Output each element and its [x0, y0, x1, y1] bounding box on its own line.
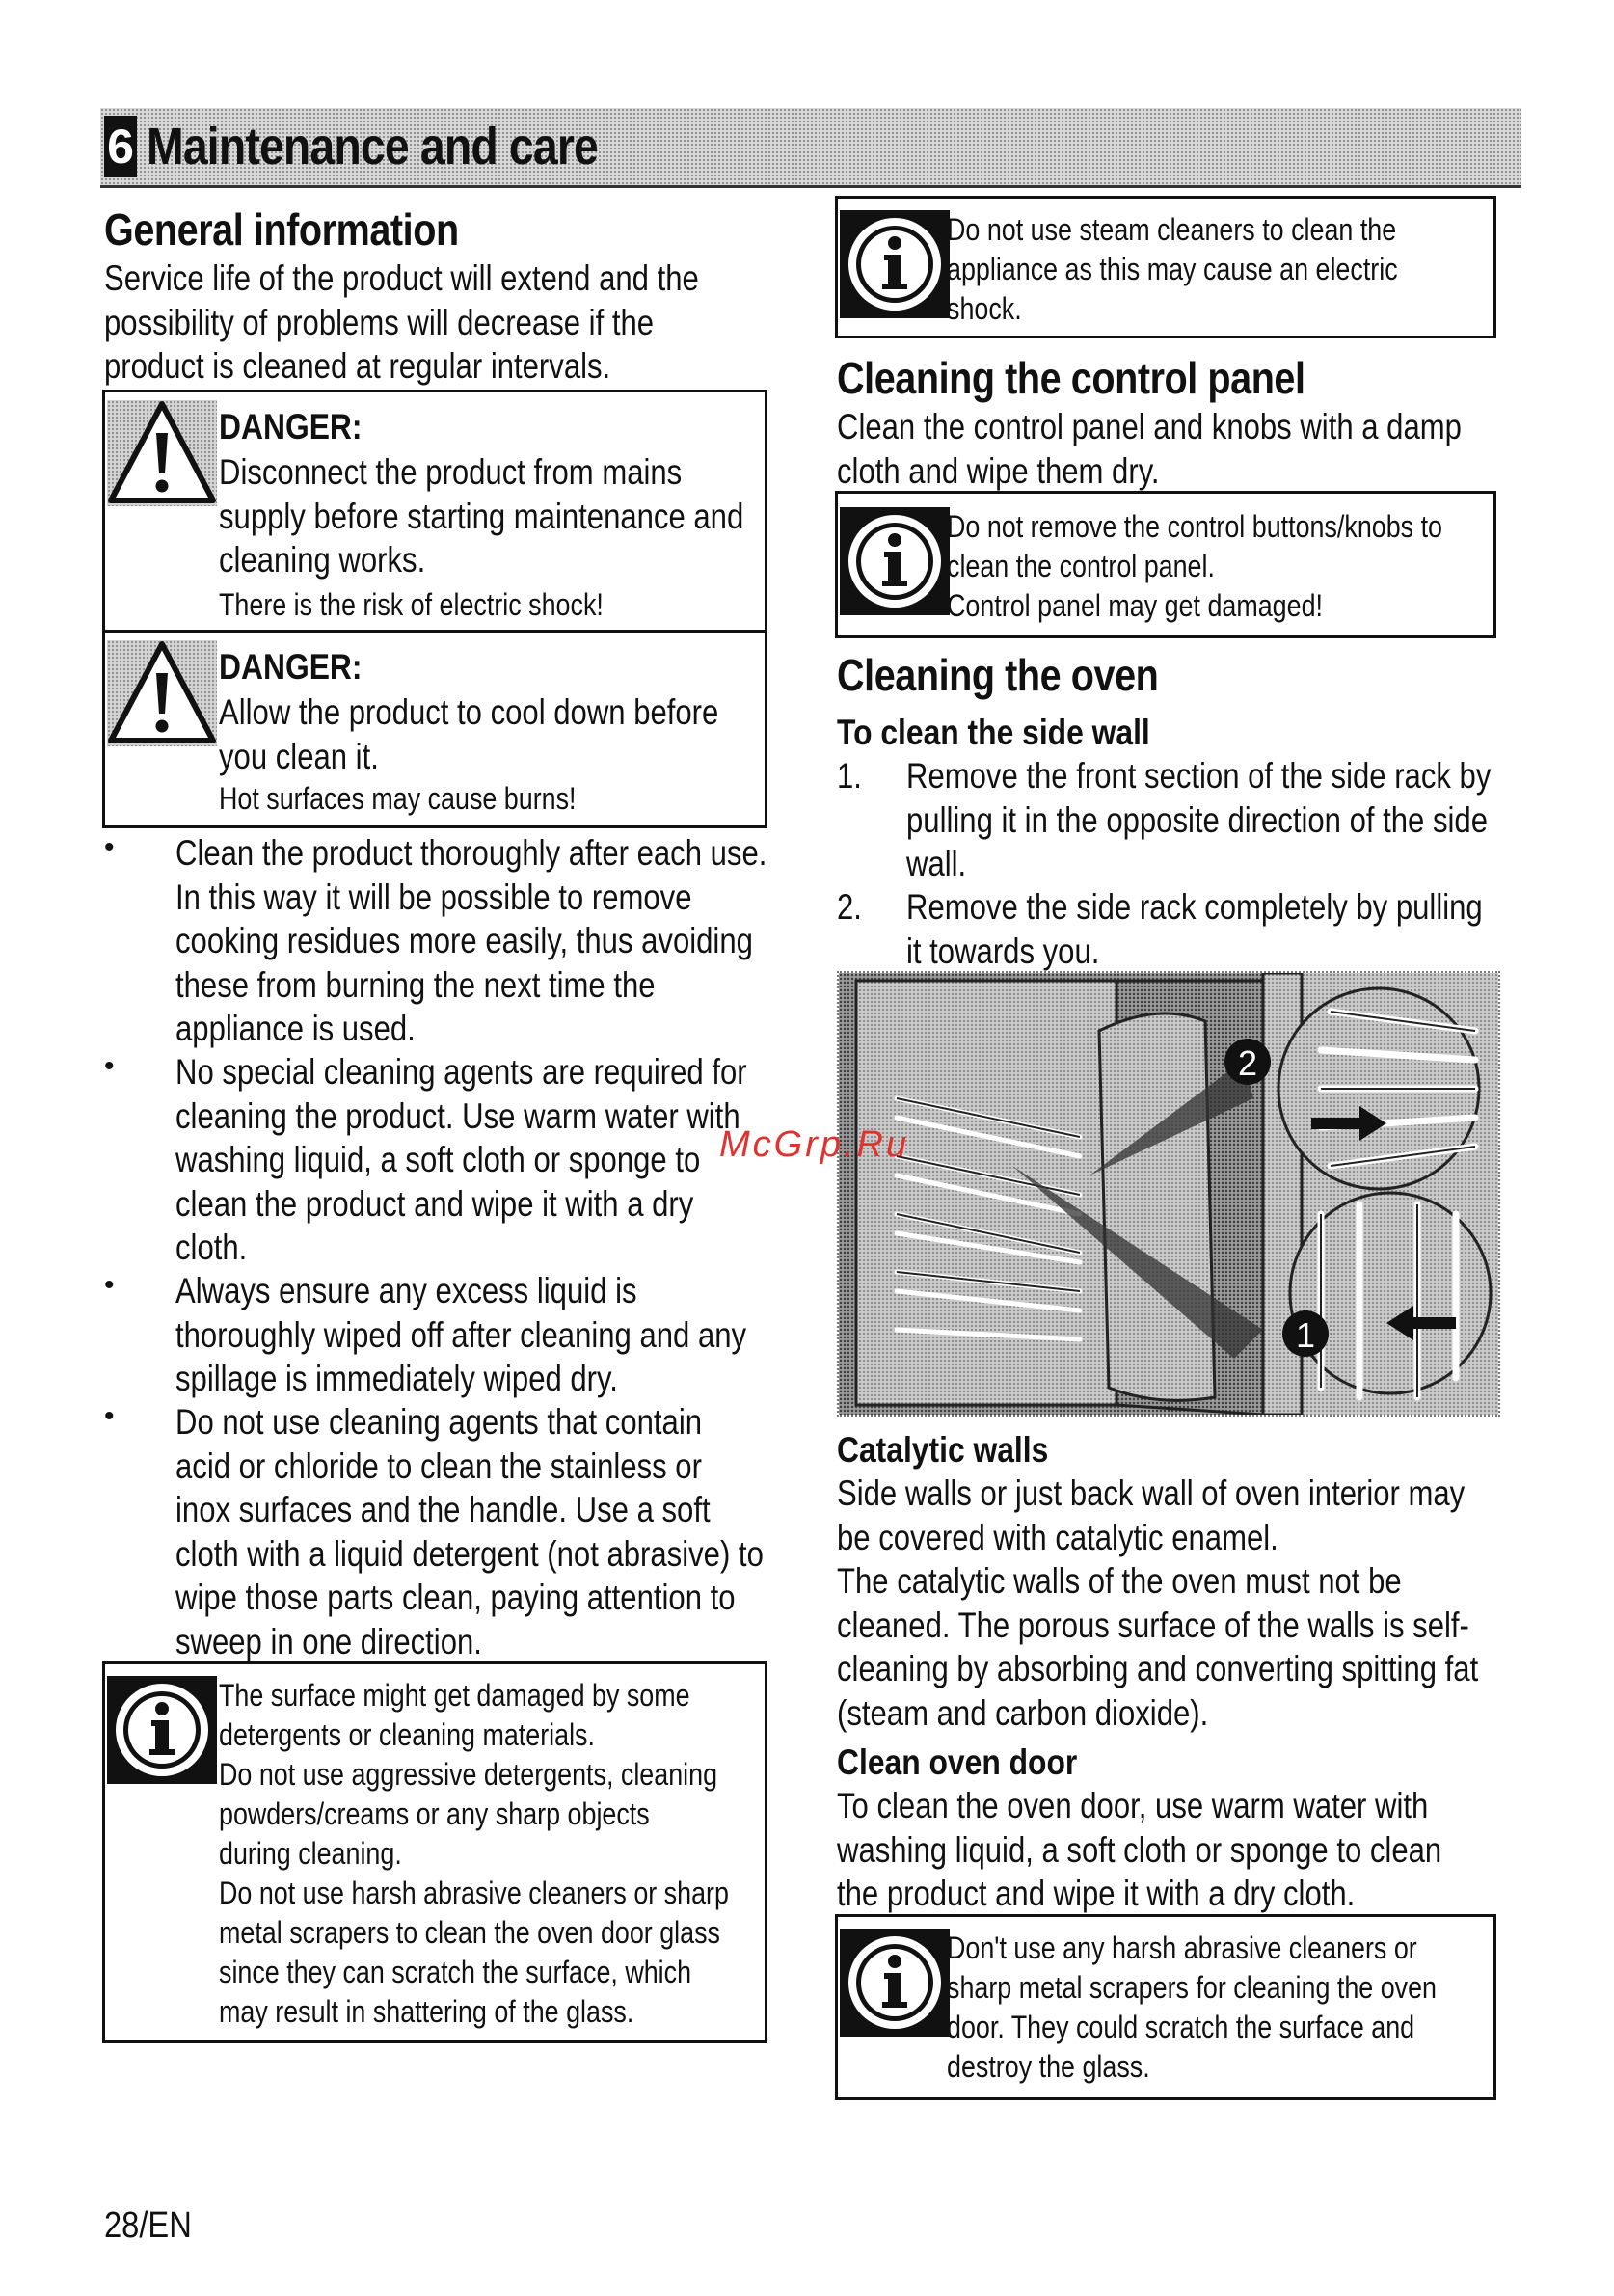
bullet-item: [175, 831, 767, 1051]
step-number: 2.: [837, 887, 862, 927]
bullet-line: cloth.: [175, 1228, 248, 1267]
bullet-marker: •: [104, 1269, 115, 1301]
bullet-line: In this way it will be possible to remove: [175, 877, 692, 917]
bullet-line: these from burning the next time the: [175, 964, 656, 1005]
bullet-line: cleaning the product. Use warm water with: [175, 1095, 740, 1136]
danger-box-burns: [102, 630, 767, 828]
bullet-item: [175, 1050, 747, 1270]
danger-note: Hot surfaces may cause burns!: [219, 781, 577, 816]
step-number: 1.: [837, 756, 862, 796]
control-panel-heading: Cleaning the control panel: [837, 353, 1305, 403]
info-line: Do not remove the control buttons/knobs to: [947, 509, 1443, 544]
info-text: [947, 210, 1398, 329]
door-heading: Clean oven door: [837, 1742, 1078, 1782]
info-text: [947, 1929, 1437, 2087]
bullet-item: [175, 1269, 746, 1401]
intro-line: product is cleaned at regular intervals.: [104, 346, 611, 386]
text-line: To clean the oven door, use warm water with: [837, 1786, 1429, 1825]
side-rack-illustration: [837, 971, 1500, 1417]
bullet-marker: •: [104, 831, 115, 863]
text-line: washing liquid, a soft cloth or sponge to clean: [837, 1829, 1442, 1870]
info-box-door: [835, 1914, 1496, 2100]
danger-box-electric: [102, 390, 767, 633]
bullet-line: wipe those parts clean, paying attention to: [175, 1578, 736, 1617]
info-line: shock.: [947, 291, 1022, 326]
danger-label: DANGER:: [219, 407, 363, 446]
general-intro: [104, 257, 699, 389]
watermark: McGrp.Ru: [719, 1124, 910, 1165]
text-line: cloth and wipe them dry.: [837, 450, 1160, 491]
info-box-steam: [835, 196, 1496, 338]
info-line: during cleaning.: [219, 1836, 402, 1871]
catalytic-heading: Catalytic walls: [837, 1430, 1049, 1470]
bullet-line: acid or chloride to clean the stainless or: [175, 1445, 702, 1486]
step-line: wall.: [906, 844, 967, 883]
bullet-line: appliance is used.: [175, 1009, 416, 1048]
bullet-line: cloth with a liquid detergent (not abrasive) to: [175, 1533, 764, 1574]
warning-icon: [107, 640, 217, 746]
oven-rack-drawing: [839, 973, 1498, 1415]
info-line: Do not use harsh abrasive cleaners or sharp: [219, 1876, 729, 1910]
bullet-line: clean the product and wipe it with a dry: [175, 1183, 694, 1224]
step-line: pulling it in the opposite direction of the side: [906, 799, 1489, 840]
info-icon: [840, 1929, 950, 2037]
danger-note: There is the risk of electric shock!: [219, 587, 604, 622]
danger-line: Allow the product to cool down before: [219, 692, 719, 732]
info-line: Do not use steam cleaners to clean the: [947, 212, 1397, 247]
text-line: be covered with catalytic enamel.: [837, 1517, 1278, 1557]
bullet-line: thoroughly wiped off after cleaning and any: [175, 1314, 747, 1355]
chapter-title: Maintenance and care: [147, 118, 599, 176]
chapter-number: 6: [104, 116, 137, 177]
step-line: Remove the side rack completely by pulling: [906, 887, 1483, 927]
step-line: it towards you.: [906, 931, 1100, 971]
control-panel-text: [837, 405, 1462, 493]
danger-line: Disconnect the product from mains: [219, 452, 683, 492]
cleaning-oven-heading: Cleaning the oven: [837, 650, 1159, 700]
door-text: [837, 1784, 1441, 1916]
info-text: [947, 507, 1442, 626]
step-line: Remove the front section of the side rack by: [906, 756, 1492, 796]
text-line: cleaned. The porous surface of the walls is self-: [837, 1605, 1469, 1645]
text-line: cleaning by absorbing and converting spitting fat: [837, 1649, 1479, 1688]
step-text: [906, 885, 1483, 973]
bullet-line: No special cleaning agents are required for: [175, 1052, 747, 1092]
info-box-surface: [102, 1661, 767, 2043]
bullet-line: spillage is immediately wiped dry.: [175, 1359, 618, 1398]
bullet-line: cooking residues more easily, thus avoiding: [175, 921, 753, 960]
info-line: appliance as this may cause an electric: [947, 252, 1398, 286]
text-line: Side walls or just back wall of oven interior may: [837, 1473, 1466, 1513]
warning-icon: [107, 400, 217, 506]
danger-text: [219, 450, 743, 582]
danger-label: DANGER:: [219, 647, 363, 687]
info-line: Do not use aggressive detergents, cleaning: [219, 1757, 718, 1792]
info-text: [219, 1676, 729, 2032]
side-wall-heading: To clean the side wall: [837, 713, 1150, 752]
info-icon: [840, 210, 950, 318]
bullet-marker: •: [104, 1400, 115, 1432]
figure-label-1: 1: [1295, 1315, 1316, 1355]
info-line: Control panel may get damaged!: [947, 588, 1323, 623]
general-heading: General information: [104, 204, 459, 255]
bullet-marker: •: [104, 1050, 115, 1082]
text-line: Clean the control panel and knobs with a damp: [837, 407, 1462, 446]
bullet-line: inox surfaces and the handle. Use a soft: [175, 1490, 711, 1529]
bullet-line: washing liquid, a soft cloth or sponge to: [175, 1140, 701, 1179]
info-line: The surface might get damaged by some: [219, 1678, 690, 1713]
info-line: sharp metal scrapers for cleaning the oven: [947, 1970, 1438, 2005]
chapter-header: [100, 108, 1521, 188]
info-line: powders/creams or any sharp objects: [219, 1796, 650, 1831]
text-line: (steam and carbon dioxide).: [837, 1692, 1209, 1733]
info-icon: [840, 507, 950, 615]
figure-label-2: 2: [1237, 1043, 1258, 1083]
danger-text: [219, 690, 718, 778]
step-text: [906, 754, 1491, 886]
danger-line: supply before starting maintenance and: [219, 496, 744, 536]
intro-line: possibility of problems will decrease if the: [104, 302, 655, 342]
bullet-line: Clean the product thoroughly after each use.: [175, 833, 767, 873]
info-line: since they can scratch the surface, which: [219, 1955, 692, 1989]
info-line: detergents or cleaning materials.: [219, 1717, 595, 1752]
bullet-line: sweep in one direction.: [175, 1621, 482, 1661]
danger-line: you clean it.: [219, 736, 379, 776]
info-line: clean the control panel.: [947, 549, 1215, 583]
intro-line: Service life of the product will extend and the: [104, 258, 699, 298]
bullet-item: [175, 1400, 764, 1663]
info-line: destroy the glass.: [947, 2049, 1150, 2084]
info-line: door. They could scratch the surface and: [947, 2010, 1415, 2044]
info-icon: [107, 1676, 217, 1784]
text-line: The catalytic walls of the oven must not be: [837, 1561, 1402, 1601]
bullet-line: Always ensure any excess liquid is: [175, 1271, 637, 1310]
info-box-control-panel: [835, 491, 1496, 638]
info-line: metal scrapers to clean the oven door glass: [219, 1915, 720, 1950]
catalytic-text: [837, 1472, 1478, 1735]
info-line: may result in shattering of the glass.: [219, 1994, 634, 2029]
danger-line: cleaning works.: [219, 540, 426, 580]
bullet-line: Do not use cleaning agents that contain: [175, 1402, 703, 1442]
page-number: 28/EN: [104, 2205, 192, 2246]
info-line: Don't use any harsh abrasive cleaners or: [947, 1931, 1417, 1965]
text-line: the product and wipe it with a dry cloth.: [837, 1874, 1356, 1913]
